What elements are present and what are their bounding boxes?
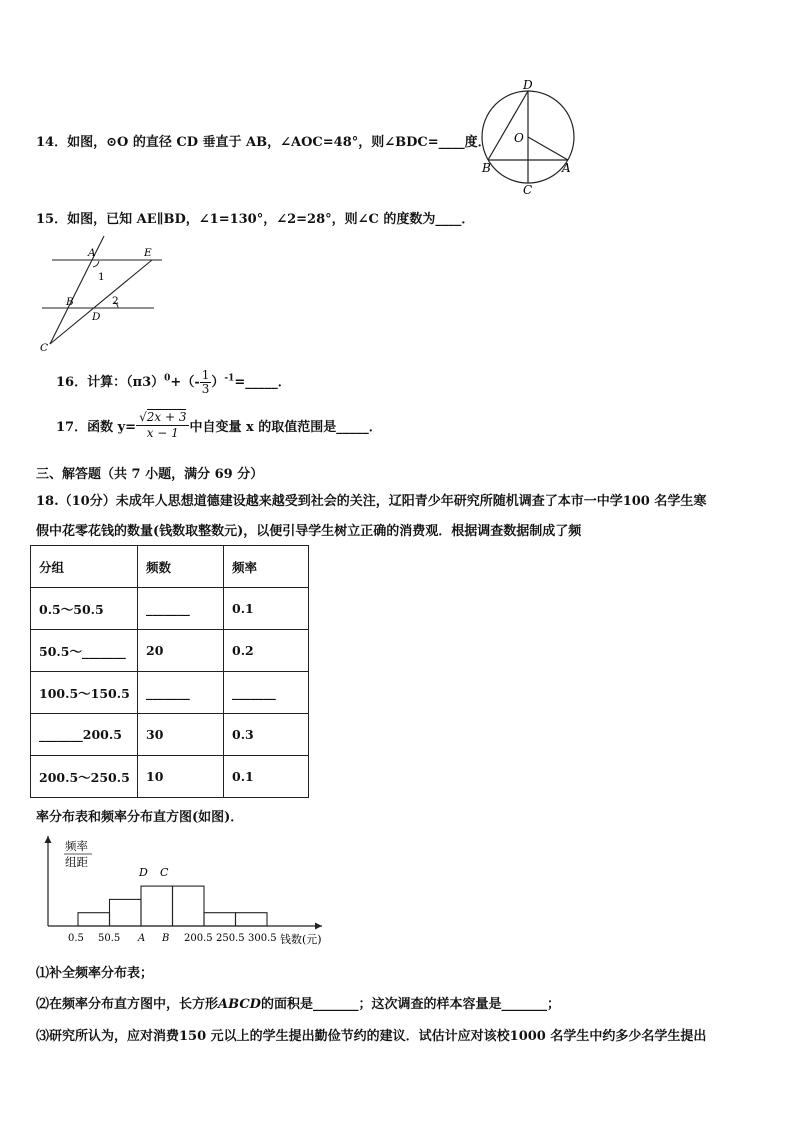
q18-line-2: 假中花零花钱的数量(钱数取整数元)，以便引导学生树立正确的消费观．根据调查数据制成了频 xyxy=(36,524,582,539)
table-cell: _______ xyxy=(138,588,224,630)
label-angle-1: 1 xyxy=(98,271,105,283)
q16-denominator: 3 xyxy=(201,382,210,396)
bar-letter-d: D xyxy=(139,866,148,879)
q18-part-1: ⑴补全频率分布表； xyxy=(36,966,154,981)
label-b: B xyxy=(482,161,491,175)
x-tick-label: 250.5 xyxy=(216,933,245,944)
table-row xyxy=(31,630,309,672)
table-cell: 0.3 xyxy=(224,714,309,756)
q18-line-1: 18.（10分）未成年人思想道德建设越来越受到社会的关注，辽阳青少年研究所随机调查了本市一中学100 名学生寒 xyxy=(36,494,707,509)
table-header-cell: 频率 xyxy=(224,546,309,588)
x-axis-label: 钱数(元) xyxy=(280,933,322,946)
q16-numerator: 1 xyxy=(201,368,210,382)
q16-prefix: 16．计算：（π3） xyxy=(56,375,165,390)
q17-tail: 中自变量 x 的取值范围是_____． xyxy=(189,420,382,435)
question-15: 15．如图，已知 AE∥BD，∠1=130°，∠2=28°，则∠C 的度数为____． xyxy=(36,212,475,227)
table-header-cell: 分组 xyxy=(31,546,138,588)
frequency-table xyxy=(30,545,309,798)
q18-part-2 xyxy=(36,993,560,1012)
q16-tail: =_____． xyxy=(234,375,291,390)
table-cell: 10 xyxy=(138,756,224,798)
histogram-bars xyxy=(78,886,267,926)
table-cell: 20 xyxy=(138,630,224,672)
label-a: A xyxy=(562,161,571,175)
table-row xyxy=(31,588,309,630)
q17-radicand: 2x + 3 xyxy=(146,410,187,424)
angle-1-arc xyxy=(93,261,99,267)
table-cell: _______200.5 xyxy=(31,714,138,756)
label-d: D xyxy=(92,311,101,323)
label-c: C xyxy=(40,342,49,354)
y-label-bottom: 组距 xyxy=(65,855,88,869)
q16-plus: +（- xyxy=(170,375,200,390)
label-b: B xyxy=(66,296,74,308)
q16-fraction xyxy=(200,369,212,396)
table-cell: _______ xyxy=(224,672,309,714)
table-row xyxy=(31,714,309,756)
table-cell: 0.5～50.5 xyxy=(31,588,138,630)
segment-oa xyxy=(528,137,568,160)
table-cell: 30 xyxy=(138,714,224,756)
q17-denominator: x − 1 xyxy=(146,426,179,440)
q17-prefix: 17．函数 y= xyxy=(56,420,137,435)
table-cell: 50.5～_______ xyxy=(31,630,138,672)
table-row xyxy=(31,756,309,798)
table-header-cell: 频数 xyxy=(138,546,224,588)
table-cell: 0.2 xyxy=(224,630,309,672)
label-o: O xyxy=(514,131,524,145)
question-16 xyxy=(56,369,291,399)
table-cell: 100.5～150.5 xyxy=(31,672,138,714)
label-e: E xyxy=(144,247,152,259)
x-tick-label: 200.5 xyxy=(184,933,213,944)
x-tick-label: B xyxy=(162,933,170,944)
q16-exponent-0: 0 xyxy=(164,373,171,384)
bar-letter-c: C xyxy=(160,866,169,879)
line-ca xyxy=(50,236,104,344)
x-tick-label: 50.5 xyxy=(98,933,121,944)
histogram-bar xyxy=(78,913,110,926)
label-c: C xyxy=(523,183,533,196)
histogram-bar xyxy=(236,913,268,926)
histogram-bar xyxy=(110,899,142,926)
x-tick-label: 300.5 xyxy=(248,933,277,944)
q18-part-2-abcd: ABCD xyxy=(218,997,261,1012)
x-tick-label: 0.5 xyxy=(68,933,84,944)
table-cell: 0.1 xyxy=(224,588,309,630)
q18-part-3: ⑶研究所认为，应对消费150 元以上的学生提出勤俭节约的建议．试估计应对该校1000 名学生中约多少名学生提出 xyxy=(36,1029,707,1044)
table-row xyxy=(31,672,309,714)
question-17 xyxy=(56,410,382,450)
q17-fraction xyxy=(136,410,189,441)
table-cell: _______ xyxy=(138,672,224,714)
question-14: 14．如图，⊙O 的直径 CD 垂直于 AB，∠AOC=48°，则∠BDC=____度． xyxy=(36,135,491,150)
table-header-row xyxy=(31,546,309,588)
figure-15-parallel-lines xyxy=(38,232,168,354)
table-cell: 0.1 xyxy=(224,756,309,798)
segment-db xyxy=(488,91,528,160)
figure-14-circle xyxy=(478,76,580,196)
histogram-bar xyxy=(173,886,205,926)
histogram xyxy=(40,828,340,950)
label-d: D xyxy=(523,78,533,92)
q18-part-2-a: ⑵在频率分布直方图中，长方形 xyxy=(36,997,219,1012)
label-angle-2: 2 xyxy=(112,295,119,307)
sqrt-icon: √ xyxy=(139,410,147,424)
q18-part-2-c: 的面积是_______；这次调查的样本容量是_______； xyxy=(260,997,560,1012)
q16-exponent-neg1: -1 xyxy=(224,373,235,384)
histogram-bar xyxy=(204,913,236,926)
table-cell: 200.5～250.5 xyxy=(31,756,138,798)
q18-after-table: 率分布表和频率分布直方图(如图)． xyxy=(36,810,244,825)
q17-numerator xyxy=(136,410,189,426)
label-a: A xyxy=(88,247,96,259)
x-tick-label: A xyxy=(138,933,146,944)
q16-close: ） xyxy=(211,375,225,390)
section-heading: 三、解答题（共 7 小题，满分 69 分） xyxy=(36,467,264,482)
y-label-top: 频率 xyxy=(65,839,88,853)
histogram-bar xyxy=(141,886,173,926)
